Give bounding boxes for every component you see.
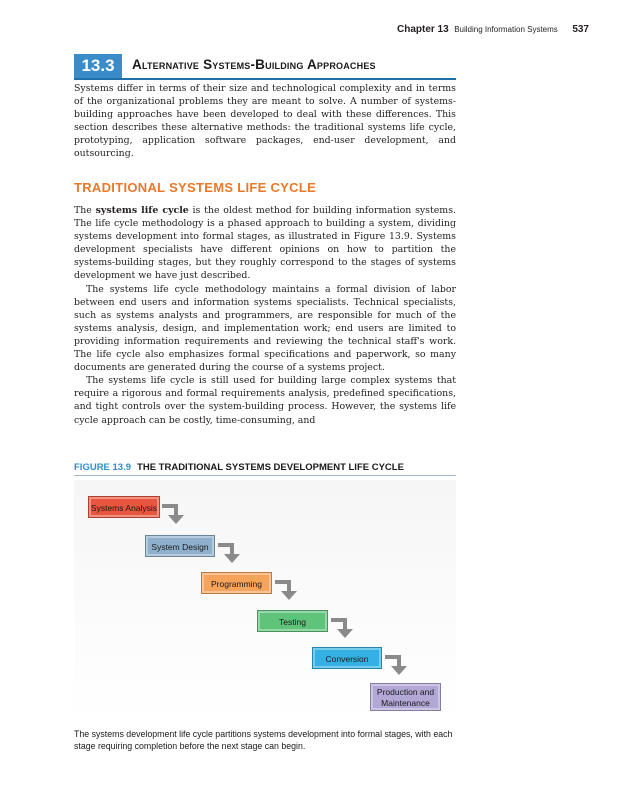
figure-caption: The systems development life cycle partitions systems development into formal stages, with each stage requiring completion before the next stage can begin. <box>74 729 453 751</box>
sdlc-diagram <box>74 480 456 720</box>
paragraph-1-lead: The <box>74 205 96 216</box>
stage-conversion: Conversion <box>312 647 382 669</box>
stage-production-line2: Maintenance <box>381 698 430 708</box>
flow-arrow-5 <box>385 652 413 676</box>
stage-production-line1: Production and <box>376 687 435 697</box>
figure-rule <box>74 475 456 476</box>
figure-title: THE TRADITIONAL SYSTEMS DEVELOPMENT LIFE CYCLE <box>137 462 404 473</box>
intro-text: Systems differ in terms of their size and technological complexity and in terms of the organizational problems they are meant to solve. A number of systems-building approaches have been developed to deal with these differences. This section describes these alternative methods: the traditional systems life cycle, prototyping, application software packages, end-user development, and outsourcing. <box>74 83 456 160</box>
stage-systems-analysis: Systems Analysis <box>88 496 160 518</box>
stage-system-design: System Design <box>145 535 215 557</box>
intro-paragraph <box>74 82 456 161</box>
running-head <box>397 24 589 35</box>
flow-arrow-3 <box>275 577 303 601</box>
chapter-title: Building Information Systems <box>454 25 558 34</box>
chapter-label: Chapter 13 <box>396 24 449 35</box>
section-header <box>74 54 456 80</box>
paragraph-3: The systems life cycle is still used for building large complex systems that require a rigorous and formal requirements analysis, predefined specifications, and tight controls over the system-building process. However, the systems life cycle approach can be costly, time-consuming, and <box>74 375 456 426</box>
stage-testing: Testing <box>257 610 328 632</box>
stage-programming: Programming <box>201 572 272 594</box>
stage-production-maintenance <box>370 683 441 711</box>
figure-number: FIGURE 13.9 <box>74 462 132 473</box>
figure-label <box>74 462 404 473</box>
section-title: Alternative Systems-Building Approaches <box>132 57 376 72</box>
page-number: 537 <box>572 24 589 35</box>
paragraph-1 <box>74 204 456 283</box>
section-number: 13.3 <box>74 54 122 78</box>
subhead-traditional-life-cycle: TRADITIONAL SYSTEMS LIFE CYCLE <box>74 180 317 195</box>
key-term-systems-life-cycle: systems life cycle <box>95 205 189 216</box>
paragraph-2: The systems life cycle methodology maintains a formal division of labor between end users and information systems specialists. Technical specialists, such as systems analysts and programmers, are responsible for much of the systems analysis, design, and implementation work; end users are limited to providing information requirements and reviewing the technical staff's work. The life cycle also emphasizes formal specifications and paperwork, so many documents are generated during the course of a systems project. <box>74 283 456 374</box>
flow-arrow-1 <box>162 501 190 525</box>
paragraph-1-rest: is the oldest method for building information systems. The life cycle methodology is a phased approach to building a system, dividing systems development into formal stages, as illustrated in Figure 13.9. Systems development specialists have different opinions on how to partition the systems-building stages, but they roughly correspond to the stages of systems development we have just described. <box>74 205 456 282</box>
main-body <box>74 204 456 427</box>
flow-arrow-4 <box>331 615 359 639</box>
flow-arrow-2 <box>218 540 246 564</box>
